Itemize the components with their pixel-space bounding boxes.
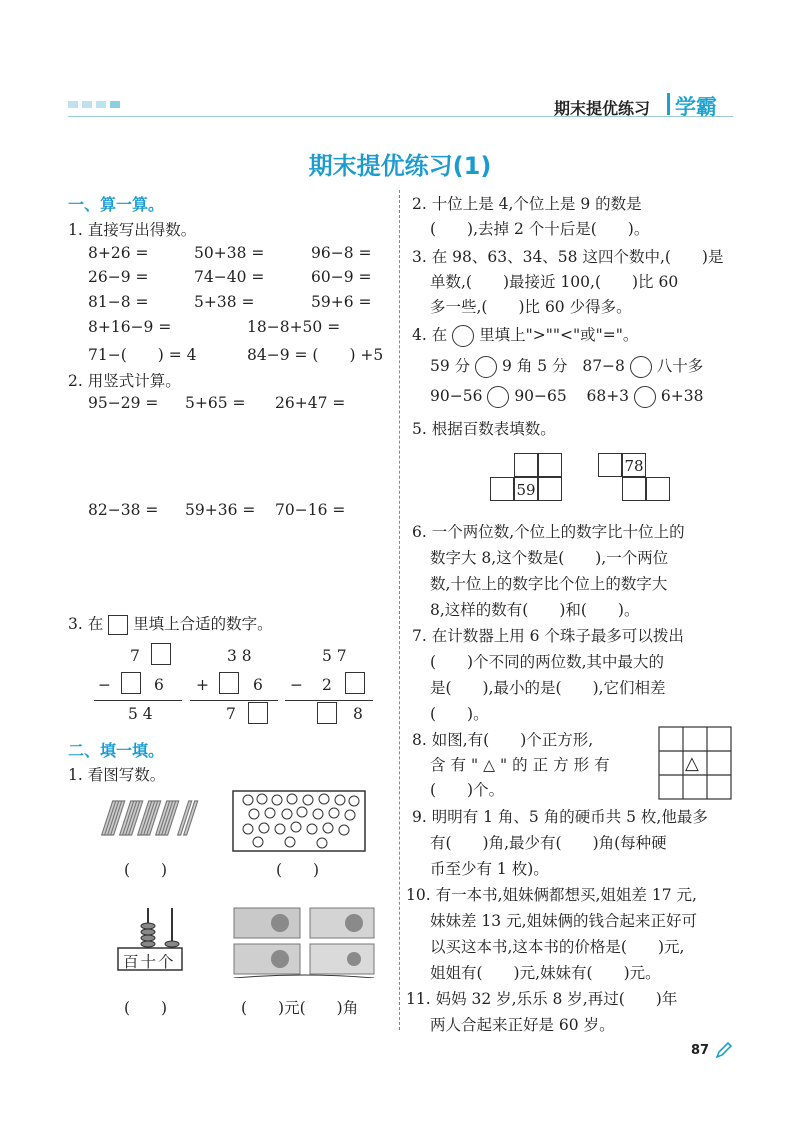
q8-line: 8. 如图,有( )个正方形, xyxy=(412,731,594,749)
q10-line: 姐姐有( )元,妹妹有( )元。 xyxy=(430,964,661,982)
calc-item: 8+16−9 = xyxy=(88,318,172,336)
abacus-label: 个 xyxy=(158,953,176,971)
sum-line xyxy=(94,700,182,701)
abacus-label: 百 xyxy=(123,953,141,971)
q4-prefix: 4. 在 xyxy=(412,326,448,344)
grid-cell: 59 xyxy=(514,477,538,501)
sum-line xyxy=(190,700,278,701)
grid-cell[interactable] xyxy=(514,453,538,477)
sum-line xyxy=(285,700,373,701)
answer-blank[interactable]: ( ) xyxy=(276,861,320,879)
calc-item: 74−40 = xyxy=(194,268,265,286)
q10-line: 妹妹差 13 元,姐妹俩的钱合起来正好可 xyxy=(430,912,698,930)
compare-item: 6+38 xyxy=(660,387,704,405)
section-2-title: 二、填一填。 xyxy=(68,741,165,760)
answer-blank[interactable]: ( ) xyxy=(124,861,168,879)
grid-cell[interactable] xyxy=(538,477,562,501)
pencil-icon xyxy=(714,1040,734,1060)
calc-item: 50+38 = xyxy=(194,244,265,262)
compare-item: 八十多 xyxy=(656,357,704,375)
q9-line: 币至少有 1 枚)。 xyxy=(430,860,549,878)
vertical-calc-item: 5+65 = xyxy=(185,394,246,412)
v1-top: 7 xyxy=(130,647,140,665)
q7-line: ( )。 xyxy=(430,705,489,723)
vertical-calc-item: 95−29 = xyxy=(88,394,159,412)
calc-item: 26−9 = xyxy=(88,268,149,286)
page-number: 87 xyxy=(691,1043,710,1058)
v1-mid: 6 xyxy=(154,676,164,694)
calc-item: 96−8 = xyxy=(311,244,372,262)
calc-item: 59+6 = xyxy=(311,293,372,311)
answer-box[interactable] xyxy=(121,672,141,694)
compare-row xyxy=(430,386,704,408)
q7-line: ( )个不同的两位数,其中最大的 xyxy=(430,653,665,671)
q3-suffix: 里填上合适的数字。 xyxy=(133,615,273,633)
v3-bot: 8 xyxy=(353,705,363,723)
q1-title: 1. 直接写出得数。 xyxy=(68,221,197,239)
grid-cell[interactable] xyxy=(538,453,562,477)
triangle-icon: △ xyxy=(685,753,699,774)
q10-line: 10. 有一本书,姐妹俩都想买,姐姐差 17 元, xyxy=(406,886,697,904)
calc-item: 81−8 = xyxy=(88,293,149,311)
q7-line: 是( ),最小的是( ),它们相差 xyxy=(430,679,666,697)
q2-line: 2. 十位上是 4,个位上是 9 的数是 xyxy=(412,195,642,213)
compare-circle[interactable] xyxy=(475,356,497,378)
grid-cell[interactable] xyxy=(490,477,514,501)
q6-line: 6. 一个两位数,个位上的数字比十位上的 xyxy=(412,523,685,541)
q5-title: 5. 根据百数表填数。 xyxy=(412,420,556,438)
q6-line: 数,十位上的数字比个位上的数字大 xyxy=(430,575,668,593)
q4-suffix: 里填上">""<"或"="。 xyxy=(479,326,639,344)
calc-item: 84−9 = ( ) +5 xyxy=(247,346,384,364)
vertical-calc-item: 82−38 = xyxy=(88,501,159,519)
page-title: 期末提优练习(1) xyxy=(308,152,492,180)
q9-line: 9. 明明有 1 角、5 角的硬币共 5 枚,他最多 xyxy=(412,808,708,826)
q7-line: 7. 在计数器上用 6 个珠子最多可以拨出 xyxy=(412,627,684,645)
abacus-labels xyxy=(123,950,176,972)
v1-op: − xyxy=(98,676,111,694)
circle-icon xyxy=(452,325,474,347)
v1-bot: 5 4 xyxy=(128,705,153,723)
q4-title xyxy=(412,323,638,347)
compare-item: 59 分 xyxy=(430,357,471,375)
q3-line: 3. 在 98、63、34、58 这四个数中,( )是 xyxy=(412,248,724,266)
compare-item: 68+3 xyxy=(586,387,630,405)
q6-line: 数字大 8,这个数是( ),一个两位 xyxy=(430,549,669,567)
grid-cell[interactable] xyxy=(622,477,646,501)
calc-item: 71−( ) = 4 xyxy=(88,346,197,364)
calc-item: 5+38 = xyxy=(194,293,255,311)
q3-line: 单数,( )最接近 100,( )比 60 xyxy=(430,273,679,291)
q2-title: 2. 用竖式计算。 xyxy=(68,372,181,390)
q9-line: 有( )角,最少有( )角(每种硬 xyxy=(430,834,667,852)
answer-box[interactable] xyxy=(345,672,365,694)
grid-cell: 78 xyxy=(622,453,646,477)
v3-mid: 2 xyxy=(322,676,332,694)
grid-cell[interactable] xyxy=(598,453,622,477)
vertical-calc-item: 59+36 = xyxy=(185,501,256,519)
compare-circle[interactable] xyxy=(630,356,652,378)
compare-item: 9 角 5 分 xyxy=(502,357,568,375)
answer-box[interactable] xyxy=(219,672,239,694)
q8-line: 含有"△"的正方形有 xyxy=(430,756,615,774)
q3-title xyxy=(68,612,273,635)
q3-prefix: 3. 在 xyxy=(68,615,104,633)
compare-item: 90−65 xyxy=(514,387,567,405)
q3-line: 多一些,( )比 60 少得多。 xyxy=(430,298,632,316)
vertical-calc-item: 26+47 = xyxy=(275,394,346,412)
calc-item: 60−9 = xyxy=(311,268,372,286)
q2-1-title: 1. 看图写数。 xyxy=(68,766,166,784)
v3-top: 5 7 xyxy=(322,647,347,665)
q11-line: 11. 妈妈 32 岁,乐乐 8 岁,再过( )年 xyxy=(406,990,678,1008)
money-answer[interactable]: ( )元( )角 xyxy=(241,999,359,1017)
v2-top: 3 8 xyxy=(227,647,252,665)
circles-image xyxy=(232,790,366,852)
money-notes-image xyxy=(232,906,377,978)
column-divider xyxy=(399,190,400,1030)
q11-line: 两人合起来正好是 60 岁。 xyxy=(430,1016,615,1034)
v2-op: + xyxy=(196,676,209,694)
v2-mid: 6 xyxy=(253,676,263,694)
answer-box[interactable] xyxy=(151,643,171,665)
grid-cell[interactable] xyxy=(646,477,670,501)
q6-line: 8,这样的数有( )和( )。 xyxy=(430,601,640,619)
calc-item: 8+26 = xyxy=(88,244,149,262)
abacus-label: 十 xyxy=(140,953,159,971)
compare-circle[interactable] xyxy=(634,386,656,408)
stick-bundles-image xyxy=(100,797,210,843)
brand-logo: 学霸 xyxy=(675,95,717,119)
section-1-title: 一、算一算。 xyxy=(68,195,165,214)
q8-line: ( )个。 xyxy=(430,781,505,799)
compare-item: 87−8 xyxy=(582,357,625,375)
answer-blank[interactable]: ( ) xyxy=(124,999,168,1017)
header-title: 期末提优练习 xyxy=(554,99,651,118)
answer-box[interactable] xyxy=(317,702,337,724)
answer-box[interactable] xyxy=(248,702,268,724)
q2-line: ( ),去掉 2 个十后是( )。 xyxy=(430,220,650,238)
calc-item: 18−8+50 = xyxy=(247,318,341,336)
compare-circle[interactable] xyxy=(487,386,509,408)
vertical-calc-item: 70−16 = xyxy=(275,501,346,519)
empty-box-icon xyxy=(108,615,128,635)
compare-item: 90−56 xyxy=(430,387,483,405)
brand-bar xyxy=(667,93,670,115)
v2-bot: 7 xyxy=(226,705,236,723)
header-decoration xyxy=(68,101,120,108)
q10-line: 以买这本书,这本书的价格是( )元, xyxy=(430,938,685,956)
v3-op: − xyxy=(290,676,303,694)
compare-row xyxy=(430,354,703,378)
